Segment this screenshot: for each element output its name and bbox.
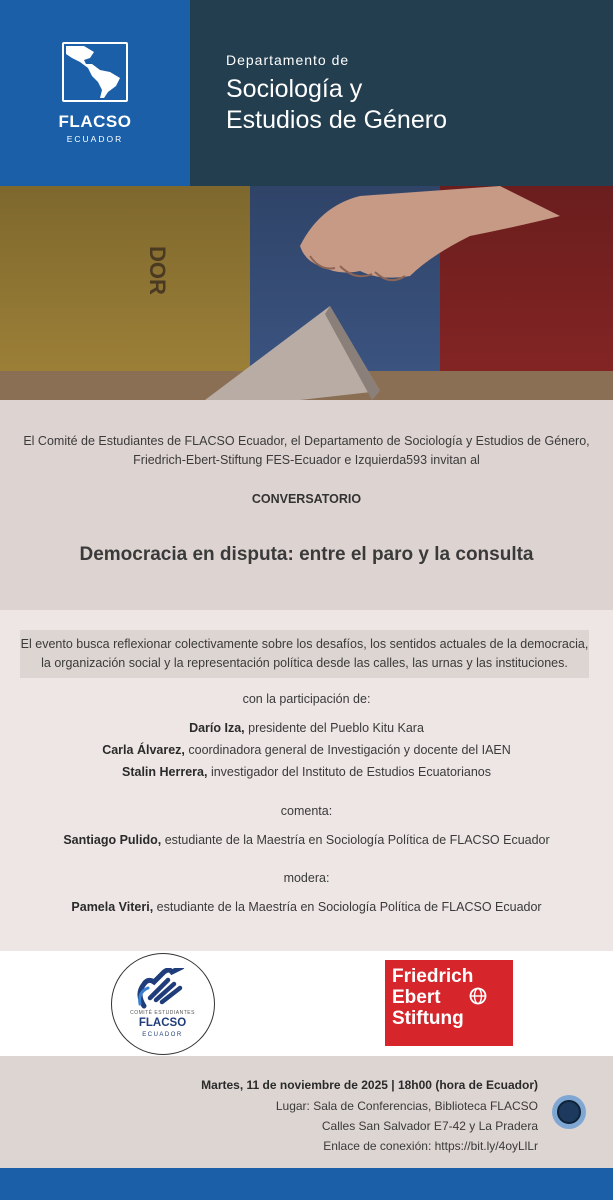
panelist [0, 765, 613, 779]
event-address: Calles San Salvador E7-42 y La Pradera [321, 1119, 538, 1133]
moderator [0, 900, 613, 914]
connection-link[interactable]: Enlace de conexión: https://bit.ly/4oyLlLr [323, 1139, 538, 1153]
bottom-bar [0, 1168, 613, 1200]
logo-name: FLACSO [58, 112, 132, 131]
event-description: El evento busca reflexionar colectivamente sobre los desafíos, los sentidos actuales de la democracia, la organización social y la representación política desde las calles, las urnas y las instituciones. [20, 630, 589, 678]
fes-line3: Stiftung [392, 1008, 464, 1029]
panelist-name: Carla Álvarez, [102, 743, 185, 757]
commentator-role: estudiante de la Maestría en Sociología Política de FLACSO Ecuador [161, 833, 550, 847]
department-prefix: Departamento de [226, 52, 350, 68]
moderator-role: estudiante de la Maestría en Sociología Política de FLACSO Ecuador [153, 900, 542, 914]
commentator-name: Santiago Pulido, [63, 833, 162, 847]
globe-icon [469, 987, 487, 1005]
sponsor-logos [0, 951, 613, 1056]
ballot-photo [0, 186, 613, 400]
event-title: Democracia en disputa: entre el paro y la consulta [79, 544, 534, 565]
americas-map-icon [62, 42, 128, 102]
department-name-line1: Sociología y [226, 75, 363, 103]
panelist-role: coordinadora general de Investigación y docente del IAEN [184, 743, 511, 757]
comite-sub: ECUADOR [142, 1032, 183, 1038]
event-place: Lugar: Sala de Conferencias, Biblioteca FLACSO [275, 1099, 538, 1113]
event-details [0, 610, 613, 951]
comite-small-text: COMITÉ ESTUDIANTES [130, 1010, 195, 1016]
comite-name: FLACSO [138, 1017, 187, 1029]
panelist-name: Darío Iza, [189, 721, 245, 735]
moderator-name: Pamela Viteri, [71, 900, 154, 914]
moderator-label: modera: [283, 871, 330, 885]
commentator [0, 833, 613, 847]
panelist-role: presidente del Pueblo Kitu Kara [244, 721, 424, 735]
comment-label: comenta: [280, 804, 333, 818]
invitation-section [0, 400, 613, 610]
comite-estudiantes-logo [111, 953, 215, 1055]
department-name-line2: Estudios de Género [226, 106, 447, 134]
panelist-role: investigador del Instituto de Estudios Ecuatorianos [207, 765, 491, 779]
event-type: CONVERSATORIO [251, 492, 362, 506]
svg-text:DOR: DOR [145, 246, 170, 295]
participation-label: con la participación de: [242, 692, 371, 706]
flacso-logo [0, 0, 190, 186]
department-title [190, 0, 613, 186]
fes-logo [385, 960, 513, 1046]
panelist [0, 721, 613, 735]
invitation-text: El Comité de Estudiantes de FLACSO Ecuador, el Departamento de Sociología y Estudios de Género, Friedrich-Ebert-Stiftung FES-Ecuador e Izquierda593 invitan al [23, 434, 590, 467]
event-datetime: Martes, 11 de noviembre de 2025 | 18h00 (hora de Ecuador) [201, 1078, 538, 1092]
hand-icon [134, 968, 192, 1010]
panelist [0, 743, 613, 757]
logo-subtitle: ECUADOR [66, 134, 124, 144]
panelist-name: Stalin Herrera, [122, 765, 208, 779]
header [0, 0, 613, 186]
fes-line2: Ebert [392, 987, 441, 1008]
fes-line1: Friedrich [392, 966, 474, 987]
circle-icon [552, 1095, 586, 1129]
